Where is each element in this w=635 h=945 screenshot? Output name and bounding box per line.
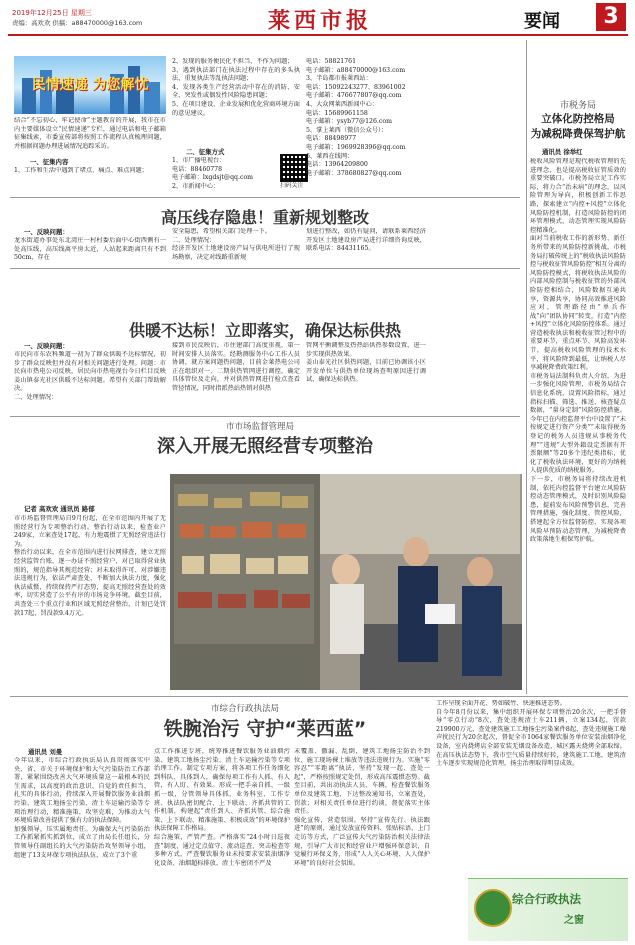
article1-col1: 龙水街道办事处东北湾庄一村村委后面中心街西侧有一处高压线，高压线离平房太近，人站起来距离只有不到50cm，存在: [14, 237, 166, 262]
qr-label: 扫码关注: [280, 183, 304, 189]
article4-kicker: 市综合行政执法局: [210, 704, 279, 714]
article2-title: 供暖不达标！立即落实，确保达标供热: [128, 321, 401, 340]
market-inspection-photo: [170, 474, 522, 690]
divider: [10, 197, 520, 198]
article4-title: 铁腕治污 守护“莱西蓝”: [163, 718, 367, 740]
article1-sub1: 一、反映问题：: [24, 228, 69, 236]
article4-col1: 今年以来，市综合行政执法局认真贯彻落实中央、省、市关于环境保护和大气污染防治工作部署，紧紧围绕改善大气环境质量这一最根本的民生需求，以高度的政治意识、自觉的责任担当、扎实的具体行动，持续深入开展餐饮服务业油烟污染、建筑工地扬尘污染、渣土车运输污染等专项治理行动，精准施策，攻坚克难，为推动大气环境质量改善提供了强有力的执法保障。 加强领导，压实属地责任。为确保大气污染防治工作抓紧抓实抓到位，成立了由局长任组长，分管领导任副组长的大气污染防治攻坚领导小组，组建了13支环保专项执法队伍，成立了3个重: [14, 757, 150, 859]
contact-list: 电话：58821761 电子邮箱：a88470000@163.com 3、半岛都市报莱西站： 电话：15092243277、83961002 电子邮箱：476677807@qq.com 4、大众网莱西新闻中心： 电话：15689961158 电子邮箱：ysyb77@126.com 5、掌上莱西（微信公众号）： 电话：88498977 电子邮箱：1969928396@qq.com 6、莱西在线网： 电话：13964209800 电子邮箱：378680827@qq.com: [306, 58, 406, 177]
column-divider: [526, 40, 527, 694]
badge-line1: 综合行政执法: [512, 892, 581, 906]
solicit-content: 2、发现的服务便民化不担当、不作为问题； 3、遇到执法部门在执法过程中存在的多头执法、重复执法等乱执法问题； 4、发现各类生产经营活动中存在的消防、安全、突发性或偶发性风险隐患问题； 5、在项目建设、企业发展和优化营商环境方面的意见建议。: [172, 58, 300, 117]
article2-col2: 接到市民反映后，市住建部门高度重视，第一时间安排人员落实。经勘测服务中心工作人员协调，就方案问题热问题，目前金莱热电公司正在组织对一、二期供热管网进行调控，确定具体管位及走向，并对供热管网进行检点查看管径情况，同时指派热站热销对供热: [172, 342, 300, 392]
masthead: [0, 0, 635, 38]
divider: [10, 696, 628, 697]
editor-credit: 责编：高欢欢 供稿：a88470000@163.com: [12, 19, 143, 27]
issue-date: 2019年12月25日 星期三: [12, 9, 92, 17]
badge-line2: 之窗: [564, 915, 584, 926]
solicit-sub2: 二、征集方式: [186, 148, 225, 156]
right-kicker: 市税务局: [559, 101, 596, 111]
article3-text: 市市场监督管理局自9月份起，在全市范围内开展了无照经营行为专项整治行动。整治行动以来，检查业户249家，立案查处17起，有力地震慑了无照经营违法行为。 整治行动以来，在全市范围内进行拉网排查，建立无照经营监管台账，逐一办证不照经营户，对已取得营业执照的，规范指导其规范经营；对未取得许可、对涉嫌违法违规行为，依法严肃查处，不断加大执法力度，强化执法威慑，持续保持严打态势，提高无照经营查处的效率，切实营造了公平有序的市场竞争环境。截至目前，共查处三个重点行业和区域无照经营整治，计划已处罚款17起，罚没款9.4万元。: [14, 515, 166, 617]
masthead-rule: [8, 34, 628, 36]
article4-byline: 通讯员 刘曼: [28, 748, 63, 756]
divider: [10, 268, 520, 269]
solicit-sub1-text: 1、工作和生活中遇到了堵点、痛点、难点问题；: [14, 167, 148, 174]
emblem-icon: [474, 889, 512, 927]
article3-title: 深入开展无照经营专项整治: [157, 436, 373, 457]
article1-col3: 划进行整改，如仍有疑问，请联系莱西经济开发区土地建设房产局进行详细咨询反映，联系电话：84431165。: [306, 228, 426, 253]
article1-col2: 安全隐患，希望相关部门处理一下。 二、处理情况： 经济开发区土地建设房产局与供电所进行了现场勘察，决定对线路重新规: [172, 228, 300, 261]
right-title: 立体化防控格局 为减税降费保驾护航: [530, 113, 626, 140]
article3-byline: 记者 高欢欢 通讯员 路郁: [24, 505, 95, 513]
divider: [10, 416, 520, 417]
solicit-intro: 结合“不忘初心、牢记使命”主题教育的开展，我市在市内主要媒体设立“民情速递”专栏，通过电话和电子邮箱征集线索，市委宣传部将按照工作流程认真梳理问题，并根据问题办理进展情况追踪采访。: [14, 117, 166, 150]
article2-col1: 市民向市东农科频道一初为了群众供暖不达标情况，初步了群众反映但并没有对相关问题进行处理。问题：市民向市热电公司反映，居民向市热电视台今日栏目反映姜山镇泰光社区供暖不达标问题。希望有关部门帮助解决。 二、处理情况：: [14, 351, 166, 401]
section-title: 要闻: [524, 11, 560, 32]
article4-col4: 工作呈现全面开花、势如破竹、快速推进态势。 自今年8月份以来，集中组织开展环保专项整治20余次，一把手督导“零点行动”8次，查处违规渣土车211辆，立案134起，罚款219900万元，查处建筑施工工地扬尘污染案件8起，查处违规施工噪声扰民行为20余起次，督促全市1064家餐饮服务单位安装油烟净化设备，室内烧烤店全部安装无烟设备改造，城区露天烧烤全部取缔。在高压执法态势下，我市空气质量持续好转，建筑施工工地、建筑渣土车逐步实现规范化管理，扬尘治理取得明显成效。: [436, 700, 626, 768]
article2-sub1: 一、反映问题：: [24, 342, 69, 350]
page-number: 3: [596, 3, 626, 31]
article2-col3: 管网平衡调整及热热站供热参数设置，进一步实现供热效果。 姜山泰光社区供热问题，目前已协调该小区开发单位与供热单位现场查明原因进行调试，确保达标供热。: [306, 342, 426, 384]
newspaper-logo: 莱西市报: [267, 8, 372, 34]
article4-col3: 未覆盖、撒漏、乱倒，建筑工地扬尘防治不到位、施工现场裸土堆放等违法违规行为。实施“零容忍”“零距离”执法，坚持“发现一起、查处一起”，严格按照规定处罚，形成高压震慑态势。截至目前，共出动执法人员、车辆，检查餐饮服务单位及建筑工地，下达整改通知书，立案查处，罚款；对相关责任单位进行约谈，督促落实主体责任。 强化宣传，营造氛围。坚持“宣传先行、执法跟进”的原则，通过发放宣传资料、张贴标语、上门走访等方式，广泛宣传大气污染防治相关法律法规，引导广大市民和经营业户增强环保意识，自觉履行环保义务，形成“人人关心环境、人人保护环境”的良好社会氛围。: [294, 748, 430, 867]
article3-kicker: 市市场监督管理局: [225, 422, 294, 432]
solicit-sub1: 一、征集内容: [30, 158, 69, 166]
banner-title: 民情速递 为您解忧: [31, 77, 149, 93]
banner-image: [14, 56, 166, 114]
law-enforcement-badge: [468, 878, 628, 941]
article1-title: 高压线存隐患！重新规划整改: [160, 208, 369, 227]
right-text: 税收风险管理是现代税收管理的先进理念，也是提高税收征管质效的重要突破口。市税务局立足工作实际，将力合“治未病”的理念，以风险管理为导向，积极创新工作思路，探索建立“内控+风控”立体化风险防控机制，打造风险防控的闭环管理模式，动态管理实现风险防控精准化。 面对当前税收工作的新形势、新任务所带来的风险防控新挑战，市税务局打破传统上的“税收执法风险防控与税收征管风险防控”相互分离的风险防控模式，将税收执法风险的内部风险控制与税收征管的外部风险防控相结合，风险数据互通共享，资源共享，协同高效推进风险应对，管理路径由“单兵作战”向“团队协同”转变，打造“内控+风控”立体化风险防控体系。通过营造税收执法和税收征管过程中的重要环节，重点环节、风险高发环节，提高税收风险管理的技术水平，将风险降到最低，让纳税人尽享减税降费政策红利。 市税务局法制科负责人介绍，为进一步强化风险管理，市税务局结合信息化系统，设置风险指标，通过指标扫描、筛选、推送、核查疑点数据，“量身定制”风险防控措施。今年已在内控监督平台中设置了“未按规定进行资产分类”“未取得税务登记的税务人员违规从事税务代理”“违规”大型外籍设定票据有开票限额”等20多个违纪类指标，优化了税收执法环境，更好的为纳税人提供优质的纳税服务。 下一步，市税务局将持续改进机制，依托内控监督平台建立风险防控动态管理模式，及时识别风险隐患，提前发布风险预警信息，完善管理措施，强化制度、管控风险，搭建起全方位监督防控、实现各项风险早预防动态管理，为减税降费政策落地生根保驾护航。: [530, 158, 626, 544]
right-byline: 通讯员 徐举红: [542, 148, 583, 156]
solicit-sub2-text: 1、市广播电视台： 电话：88460778 电子邮箱：lxgdsjt@qq.com 2、市新闻中心：: [172, 157, 254, 190]
article4-col2: 点工作推进专班，统筹推进餐饮服务业油烟污染、建筑工地扬尘污染、渣土车运输污染等专项治理工作。制定专项方案，将各项工作任务细化到科队、具体到人，确保每项工作有人抓、有人管，有人盯、有效果。形成一把手亲自抓、一级抓一级，分管领导具体抓，业务科室、工作专班、执法队密切配合、上下联动、齐抓共管的工作机制，构建起“责任到人、齐抓共管、综合施策、上下联动、精准施策、积极成效”的环境保护执法保障工作格局。 综合施策，严管严查。严格落实“24小时日巡夜查”制度，通过定点值守、流动巡查、突击检查等多种方式，严查餐饮服务业未按要求安装油烟净化设备、油烟超标排放、渣土车密闭不严及: [154, 748, 290, 867]
qr-code: [280, 154, 308, 182]
